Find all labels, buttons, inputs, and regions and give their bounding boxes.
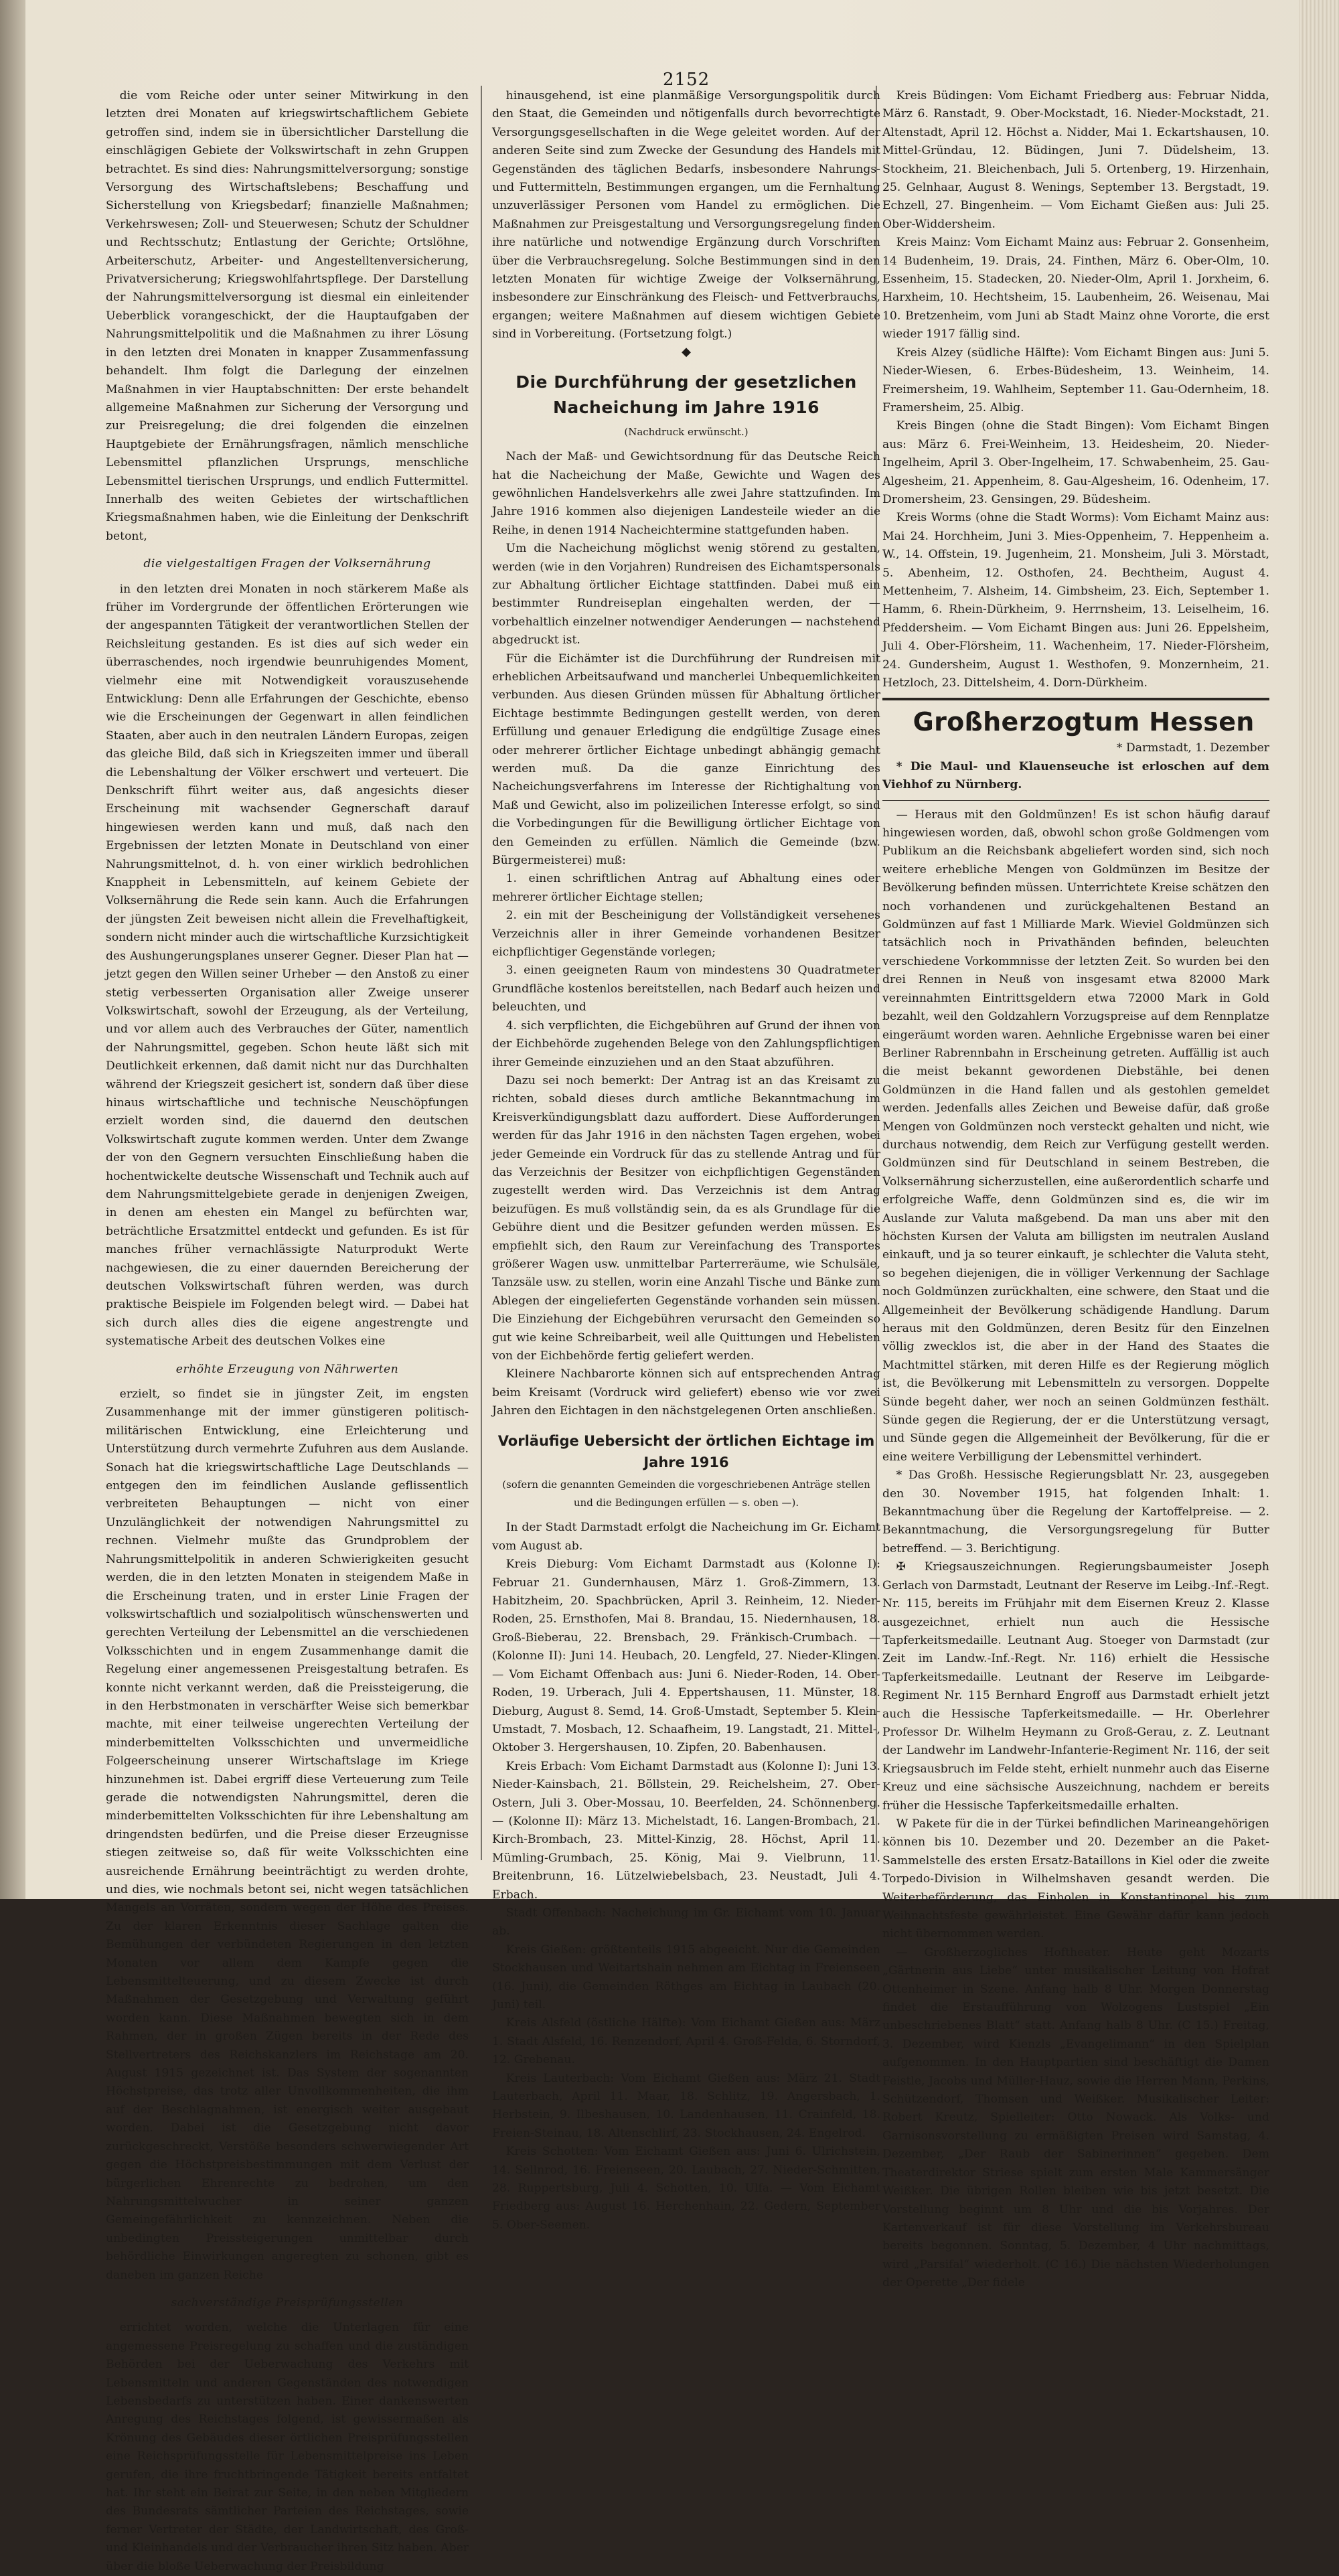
page-number: 2152: [663, 70, 710, 90]
column-2: [492, 87, 880, 2232]
news-item: ✠ Kriegsauszeichnungen. Regierungsbaumeister Joseph Gerlach von Darmstadt, Leutnant der Reserve im Leibg.-Inf.-Regt. Nr. 115, bereits im Frühjahr mit dem Eisernen Kreuz 2. Klasse ausgezeichnet, erhielt nun auch die Hessische Tapferkeitsmedaille. Leutnant Aug. Stoeger von Darmstadt (zur Zeit im Landw.-Inf.-Regt. Nr. 116) erhielt die Hessische Tapferkeitsmedaille. Leutnant der Reserve im Leibgarde-Regiment Nr. 115 Bernhard Engroff aus Darmstadt erhielt jetzt auch die Hessische Tapferkeitsmedaille. — Hr. Oberlehrer Professor Dr. Wilhelm Heymann zu Groß-Gerau, z. Z. Leutnant der Landwehr im Landwehr-Infanterie-Regiment Nr. 116, der seit Kriegsausbruch im Felde steht, erhielt nunmehr auch das Eiserne Kreuz und eine sächsische Auszeichnung, nachdem er bereits früher die Hessische Tapferkeitsmedaille erhalten.: [882, 1560, 1269, 1813]
list-item: 4. sich verpflichten, die Eichgebühren auf Grund der ihnen von der Eichbehörde zugehenden Belege von den Zahlungspflichtigen ihrer Gemeinde einzuziehen und an den Staat abzuführen.: [492, 1018, 880, 1069]
subheading: die vielgestaltigen Fragen der Volksernährung: [143, 557, 431, 571]
section-ornament: ◆: [682, 344, 691, 359]
section-rule: [882, 698, 1269, 700]
article-paragraph: in den letzten drei Monaten in noch stärkerem Maße als früher im Vordergrunde der öffentlichen Erörterungen wie der angespannten Tätigkeit der verantwortlichen Stellen der Reichsleitung gestanden. Es ist dies auf sich weder ein überraschendes, noch irgendwie beunruhigendes Moment, vielmehr eine mit Notwendigkeit vorauszusehende Entwicklung: Denn alle Erfahrungen der Geschichte, ebenso wie die Erscheinungen der Gegenwart in allen feindlichen Staaten, aber auch in den neutralen Ländern Europas, zeigen das gleiche Bild, daß sich in Kriegszeiten immer und überall die Lebenshaltung der Völker erschwert und verteuert. Die Denkschrift führt weiter aus, daß angesichts dieser Erscheinung mit wachsender Gegnerschaft darauf hingewiesen werden kann und muß, daß nach den Ergebnissen der letzten Monate in Deutschland von einer Nahrungsmittelnot, d. h. von einer wirklich bedrohlichen Knappheit in Lebensmitteln, auf keinem Gebiete der Volksernährung die Rede sein kann. Auch die Erfahrungen der jüngsten Zeit beweisen nicht allein die Frevelhaftigkeit, sondern nicht minder auch die wirtschaftliche Kurzsichtigkeit des Aushungerungsplanes unserer Gegner. Dieser Plan hat — jetzt gegen den Willen seiner Urheber — den Anstoß zu einer stetig verbesserten Organisation aller Zweige unserer Volkswirtschaft, sowohl der Erzeugung, als der Verteilung, und vor allem auch des Verbrauches der Güter, namentlich der Nahrungsmittel, gegeben. Schon heute läßt sich mit Deutlichkeit erkennen, daß damit nicht nur das Durchhalten während der Kriegszeit gesichert ist, sondern daß über diese hinaus wirtschaftliche und technische Neuschöpfungen erzielt worden sind, die dauernd den deutschen Volkswirtschaft zugute kommen werden. Unter dem Zwange der von den Gegnern versuchten Einschließung haben die hochentwickelte deutsche Wissenschaft und Technik auch auf dem Nahrungsmittelgebiete gerade in denjenigen Zweigen, in denen am ehesten ein Mangel zu befürchten war, beträchtliche Ersatzmittel entdeckt und gefunden. Es ist für manches früher vernachlässigte Naturprodukt Werte nachgewiesen, die zu einer dauernden Bereicherung der deutschen Volkswirtschaft führen werden, was durch praktische Beispiele im Folgenden belegt wird. — Dabei hat sich durch alles dies die eigene angestrengte und systematische Arbeit des deutschen Volkes eine: [106, 582, 469, 1349]
article-paragraph: Dazu sei noch bemerkt: Der Antrag ist an das Kreisamt zu richten, sobald dieses durch amtliche Bekanntmachung im Kreisverkündigungsblatt dazu auffordert. Diese Aufforderungen werden für das Jahr 1916 in den nächsten Tagen ergehen, wobei jeder Gemeinde ein Vordruck für das zu stellende Antrag und für das Verzeichnis der Besitzer von eichpflichtigen Gegenständen zugestellt werden wird. Das Verzeichnis ist dem Antrag beizufügen. Es muß vollständig sein, da es als Grundlage für die Gebühre dient und die Besitzer gefunden werden müssen. Es empfiehlt sich, den Raum zur Vereinfachung des Transportes größerer Wagen usw. unmittelbar Parterreräume, wie Schulsäle, Tanzsäle usw. zu stellen, worin eine Anzahl Tische und Bänke zum Ablegen der eingelieferten Gegenstände vorhanden sein müssen. Die Einziehung der Eichgebühren verursacht den Gemeinden so gut wie keine Schreibarbeit, weil alle Quittungen und Hebelisten von der Eichbehörde fertig geliefert werden.: [492, 1073, 880, 1363]
column-3: [882, 87, 1269, 2290]
article-paragraph: Kreis Bingen (ohne die Stadt Bingen): Vom Eichamt Bingen aus: März 6. Frei-Weinheim, 13. Heidesheim, 20. Nieder-Ingelheim, April 3. Ober-Ingelheim, 17. Schwabenheim, 25. Gau-Algesheim, 21. Appenheim, 8. Gau-Algesheim, 16. Odenheim, 17. Dromersheim, 23. Gensingen, 29. Büdesheim.: [882, 419, 1269, 506]
news-item: * Das Großh. Hessische Regierungsblatt Nr. 23, ausgegeben den 30. November 1915, hat folgenden Inhalt: 1. Bekanntmachung über die Regelung der Kartoffelpreise. — 2. Bekanntmachung, die Versorgungsregelung für Butter betreffend. — 3. Berichtigung.: [882, 1468, 1269, 1556]
article-paragraph: Für die Eichämter ist die Durchführung der Rundreisen mit erheblichen Arbeitsaufwand und mancherlei Unbequemlichkeiten verbunden. Aus diesen Gründen müssen für Abhaltung örtlicher Eichtage bestimmte Bedingungen gestellt werden, von deren Erfüllung und genauer Erledigung die endgültige Zusage eines oder mehrerer örtlicher Eichtage unbedingt abhängig gemacht werden muß. Da die ganze Einrichtung des Nacheichungsverfahrens im Interesse der Richtighaltung von Maß und Gewicht, also im polizeilichen Interesse erfolgt, so sind die Vorbedingungen für die Bewilligung örtlicher Eichtage von den Gemeinden zu erfüllen. Nämlich die Gemeinde (bzw. Bürgermeisterei) muß:: [492, 652, 880, 868]
article-paragraph: Kreis Büdingen: Vom Eichamt Friedberg aus: Februar Nidda, März 6. Ranstadt, 9. Ober-Mockstadt, 16. Nieder-Mockstadt, 21. Altenstadt, April 12. Höchst a. Nidder, Mai 1. Eckartshausen, 10. Mittel-Gründau, 12. Büdingen, Juni 7. Düdelsheim, 13. Stockheim, 21. Bleichenbach, Juli 5. Ortenberg, 19. Hirzenhain, 25. Gelnhaar, August 8. Wenings, September 13. Bergstadt, 19. Echzell, 27. Bingenheim. — Vom Eichamt Gießen aus: Juli 25. Ober-Widdersheim.: [882, 89, 1269, 231]
article-paragraph: Um die Nacheichung möglichst wenig störend zu gestalten, werden (wie in den Vorjahren) Rundreisen des Eichamtspersonals zur Abhaltung örtlicher Eichtage stattfinden. Dabei muß ein bestimmter Rundreiseplan eingehalten werden, der — vorbehaltlich einzelner notwendiger Aenderungen — nachstehend abgedruckt ist.: [492, 542, 880, 648]
heading-note: (sofern die genannten Gemeinden die vorgeschriebenen Anträge stellen und die Bedingungen erfüllen — s. oben —).: [502, 1478, 870, 1509]
article-paragraph: Kreis Dieburg: Vom Eichamt Darmstadt aus (Kolonne I): Februar 21. Gundernhausen, März 1. Groß-Zimmern, 13. Habitzheim, 20. Spachbrücken, April 3. Reinheim, 12. Nieder-Roden, 25. Ernsthofen, Mai 8. Brandau, 15. Niedernhausen, 18. Groß-Bieberau, 22. Brensbach, 29. Fränkisch-Crumbach. — (Kolonne II): Juni 14. Heubach, 20. Lengfeld, 27. Nieder-Klingen. — Vom Eichamt Offenbach aus: Juni 6. Nieder-Roden, 14. Ober-Roden, 19. Urberach, Juli 4. Eppertshausen, 11. Münster, 18. Dieburg, August 8. Semd, 14. Groß-Umstadt, September 5. Klein-Umstadt, 7. Mosbach, 12. Schaafheim, 19. Langstadt, 21. Mittel-, Oktober 3. Hergershausen, 10. Zipfen, 20. Babenhausen.: [492, 1558, 880, 1755]
article-paragraph: Kreis Worms (ohne die Stadt Worms): Vom Eichamt Mainz aus: Mai 24. Horchheim, Juni 3. Mies-Oppenheim, 7. Heppenheim a. W., 14. Offstein, 19. Jugenheim, 21. Monsheim, Juli 3. Mörstadt, 5. Abenheim, 12. Osthofen, 24. Bechtheim, August 4. Mettenheim, 7. Alsheim, 14. Gimbsheim, 23. Eich, September 1. Hamm, 6. Rhein-Dürkheim, 9. Herrnsheim, 13. Leiselheim, 16. Pfeddersheim. — Vom Eichamt Bingen aus: Juni 26. Eppelsheim, Juli 4. Ober-Flörsheim, 11. Wachenheim, 17. Nieder-Flörsheim, 24. Gundersheim, August 1. Westhofen, 9. Monzernheim, 21. Hetzloch, 23. Dittelsheim, 4. Dorn-Dürkheim.: [882, 511, 1269, 690]
news-item: * Die Maul- und Klauenseuche ist erloschen auf dem Viehhof zu Nürnberg.: [882, 759, 1269, 792]
divider: [882, 800, 1269, 801]
article-heading: Die Durchführung der gesetzlichen Nacheichung im Jahre 1916: [516, 372, 857, 417]
article-paragraph: Kreis Lauterbach: Vom Eichamt Gießen aus: März 21. Stadt Lauterbach, April 11. Maar, 18. Schlitz, 19. Angersbach, 1. Herbstein, 9. Ilbeshausen, 10. Landenhausen, 11. Crainfeld, 18. Freien-Steinau, 18. Altenschlirf, 23. Stockhausen, 24. Engelrod.: [492, 2071, 880, 2140]
article-paragraph: errichtet worden, welche die Unterlagen für eine angemessene Preisregelung zu schaffen und die zuständigen Behörden bei der Ueberwachung des Verkehrs mit Lebensmitteln und anderen Gegenständen des notwendigen Lebensbedarfs zu unterstützen haben. Einer dankenswerten Anregung des Reichstages folgend, ist gewissermaßen als Krönung des Gebäudes dieser örtlichen Preisprüfungsstellen eine Reichsprüfungsstelle für Lebensmittelpreise ins Leben gerufen, die ihre fruchtbringende Tätigkeit bereits entfaltet hat. Ihr steht ein Beirat zur Seite, in den neben Mitgliedern des Bundesrats sämtlicher Parteien des Reichstages, sowie ferner Vertreter der Städte, der Landwirtschaft, des Groß- und Kleinhandels und der Verbraucher ihren Sitz haben. Aber über die bloße Ueberwachung der Preisbildung: [106, 2321, 469, 2573]
article-paragraph: Kleinere Nachbarorte können sich auf entsprechenden Antrag beim Kreisamt (Vordruck wird geliefert) ebenso wie vor zwei Jahren den Eichtagen in den nächstgelegenen Orten anschließen.: [492, 1367, 880, 1418]
section-title: Großherzogtum Hessen: [913, 707, 1255, 737]
article-paragraph: erzielt, so findet sie in jüngster Zeit, im engsten Zusammenhange mit der immer günstigeren politisch-militärischen Entwicklung, eine Erleichterung und Unterstützung durch vermehrte Zufuhren aus dem Auslande. Sonach hat die kriegswirtschaftliche Lage Deutschlands — entgegen den im feindlichen Auslande geflissentlich verbreiteten Behauptungen — nicht von einer Unzulänglichkeit der notwendigen Nahrungsmittel zu rechnen. Vielmehr mußte das Grundproblem der Nahrungsmittelpolitik in anderen Schwierigkeiten gesucht werden, die in den letzten Monaten in steigendem Maße in die Erscheinung traten, und in erster Linie Fragen der volkswirtschaftlich und sozialpolitisch wünschenswerten und gerechten Verteilung der Lebensmittel an die verschiedenen Volksschichten und in engem Zusammenhange damit die Regelung einer angemessenen Preisgestaltung betrafen. Es konnte nicht verkannt werden, daß die Preissteigerung, die in den Herbstmonaten in verschärfter Weise sich bemerkbar machte, mit einer teilweise ungerechten Verteilung der minderbemittelten Volksschichten und unvermeidliche Folgeerscheinung unserer Wirtschaftslage im Kriege hinzunehmen ist. Dabei ergriff diese Verteuerung zum Teile gerade die notwendigsten Nahrungsmittel, deren die minderbemittelten Volksschichten für ihre Lebenshaltung am dringendsten bedürfen, und die Preise dieser Erzeugnisse stiegen zeitweise so, daß für weite Volksschichten eine ausreichende Ernährung beeinträchtigt zu werden drohte, und dies, wie nochmals betont sei, nicht wegen tatsächlichen Mangels an Vorräten, sondern wegen der Höhe des Preises. Zu der klaren Erkenntnis dieser Sachlage galten die Bemühungen der verbündeten Regierungen in den letzten Monaten vor allem dem Kampfe gegen die Lebensmittelteuerung, und zu diesem Zwecke ist durch Maßnahmen der Gesetzgebung und Verwaltung geführt worden kann. Diese Maßnahmen bewegten sich in dem Rahmen, der in großen Zügen bereits in der Rede des Stellvertreters des Reichskanzlers im Reichstage am 20. August 1915 gezeichnet ist. Das System der sogenannten Höchstpreise, das trotz aller Unvollkommenheiten, die ihm auf der Beschlagnahmen, ist energisch weiter ausgebaut worden. Dabei ist die Gesetzgebung nicht davor zurückgeschreckt, Verstöße besonders schwerwiegender Art gegen die Höchstpreisbestimmungen mit dem Verlust der bürgerlichen Ehrenrechte zu bedrohen, um den Nahrungsmittelwucher in seiner ganzen Gemeingefährlichkeit zu kennzeichnen. Neben die unbedingten Preissteigerungen unmittelbar durch behördliche Einwirkungen angeregten zu schonen, gibt es daneben im ganzen Reiche: [106, 1387, 469, 2282]
column-rule: [481, 86, 482, 1860]
article-paragraph: die vom Reiche oder unter seiner Mitwirkung in den letzten drei Monaten auf kriegswirtschaftlichem Gebiete getroffen sind, indem sie in übersichtlicher Darstellung die einschlägigen Gebiete der Volkswirtschaft in zehn Gruppen betrachtet. Es sind dies: Nahrungsmittelversorgung; sonstige Versorgung des Wirtschaftslebens; Beschaffung und Sicherstellung von Kriegsbedarf; finanzielle Maßnahmen; Verkehrswesen; Zoll- und Steuerwesen; Schutz der Schuldner und Rechtsschutz; Entlastung der Gerichte; Ortslöhne, Arbeiterschutz, Arbeiter- und Angestelltenversicherung, Privatversicherung; Kriegswohlfahrtspflege. Der Darstellung der Nahrungsmittelversorgung ist diesmal ein einleitender Ueberblick vorangeschickt, der die Hauptaufgaben der Nahrungsmittelpolitik und die Maßnahmen zu ihrer Lösung in den letzten drei Monaten in knapper Zusammenfassung behandelt. Ihm folgt die Darlegung der einzelnen Maßnahmen in vier Hauptabschnitten: Der erste behandelt allgemeine Maßnahmen zur Sicherung der Versorgung und zur Preisregelung; die drei folgenden die einzelnen Hauptgebiete der Ernährungsfragen, nämlich menschliche Lebensmittel pflanzlichen Ursprungs, menschliche Lebensmittel tierischen Ursprungs, und endlich Futtermittel. Innerhalb des weiten Gebietes der wirtschaftlichen Kriegsmaßnahmen haben, wie die Einleitung der Denkschrift betont,: [106, 89, 469, 543]
list-item: 3. einen geeigneten Raum von mindestens 30 Quadratmeter Grundfläche kostenlos bereitstellen, nach Bedarf auch heizen und beleuchten, und: [492, 964, 880, 1014]
news-item: W Pakete für die in der Türkei befindlichen Marineangehörigen können bis 10. Dezember und 20. Dezember an die Paket-Sammelstelle des ersten Ersatz-Bataillons in Kiel oder die zweite Torpedo-Division in Wilhelmshaven gesandt werden. Die Weiterbeförderung, das Einholen in Konstantinopel bis zum Weihnachtsfeste gewährleistet. Eine Gewähr dafür kann jedoch nicht übernommen werden.: [882, 1817, 1269, 1941]
article-paragraph: In der Stadt Darmstadt erfolgt die Nacheichung im Gr. Eichamt vom August ab.: [492, 1521, 880, 1553]
list-item: 2. ein mit der Bescheinigung der Vollständigkeit versehenes Verzeichnis aller in ihrer Gemeinde vorhandenen Besitzer eichpflichtiger Gegenstände vorlegen;: [492, 909, 880, 960]
article-heading: Vorläufige Uebersicht der örtlichen Eichtage im Jahre 1916: [497, 1432, 875, 1470]
article-paragraph: Kreis Alsfeld (östliche Hälfte): Vom Eichamt Gießen aus: März 1. Stadt Alsfeld, 16. Renzendorf, April 4. Groß-Felda, 6. Storndorf, 12. Grebenau.: [492, 2016, 880, 2067]
page-edge: [1299, 0, 1339, 1899]
article-paragraph: Kreis Gießen: größtenteils 1915 abgeeicht. Nur die Gemeinden Stockhausen und Weitartshain nehmen am Eichtag in Freienseen (16. Juni), die Gemeinden Röthges am Eichtag in Laubach (20. Juni) teil.: [492, 1943, 880, 2012]
list-item: 1. einen schriftlichen Antrag auf Abhaltung eines oder mehrerer örtlicher Eichtage stellen;: [492, 872, 880, 904]
article-paragraph: Stadt Offenbach: Nacheichung im Gr. Eichamt vom 10. Januar ab.: [492, 1906, 880, 1939]
article-paragraph: Kreis Alzey (südliche Hälfte): Vom Eichamt Bingen aus: Juni 5. Nieder-Wiesen, 6. Erbes-Büdesheim, 13. Weinheim, 14. Freimersheim, 19. Wahlheim, September 11. Gau-Odernheim, 18. Framersheim, 25. Albig.: [882, 346, 1269, 414]
subheading: erhöhte Erzeugung von Nährwerten: [175, 1362, 399, 1376]
book-binding: [0, 0, 25, 1899]
article-paragraph: Nach der Maß- und Gewichtsordnung für das Deutsche Reich hat die Nacheichung der Maße, Gewichte und Wagen des gewöhnlichen Handelsverkehrs alle zwei Jahre stattzufinden. Im Jahre 1916 kommen also diejenigen Landesteile wieder an die Reihe, in denen 1914 Nacheichtermine stattgefunden haben.: [492, 450, 880, 537]
article-paragraph: Kreis Mainz: Vom Eichamt Mainz aus: Februar 2. Gonsenheim, 14 Budenheim, 19. Drais, 24. Finthen, März 6. Ober-Olm, 10. Essenheim, 15. Stadecken, 20. Nieder-Olm, April 1. Jorxheim, 6. Harxheim, 10. Hechtsheim, 15. Laubenheim, 26. Weisenau, Mai 10. Bretzenheim, vom Juni ab Stadt Mainz ohne Vororte, die erst wieder 1917 fällig sind.: [882, 236, 1269, 342]
dateline: * Darmstadt, 1. Dezember: [1116, 741, 1269, 755]
news-item: — Heraus mit den Goldmünzen! Es ist schon häufig darauf hingewiesen worden, daß, obwohl schon große Goldmengen vom Publikum an die Reichsbank abgeliefert worden sind, sich noch weitere erhebliche Mengen von Goldmünzen im Besitze der Bevölkerung befinden müssen. Unterrichtete Kreise schätzen den noch vorhandenen und zurückgehaltenen Bestand an Goldmünzen auf fast 1 Milliarde Mark. Wieviel Goldmünzen sich tatsächlich noch in Privathänden befinden, beleuchten verschiedene Vorkommnisse der letzten Zeit. So wurden bei den drei Rennen in Neuß von insgesamt etwa 82000 Mark vereinnahmten Eintrittsgeldern etwa 72000 Mark in Gold bezahlt, weil den Goldzahlern Vorzugspreise auf dem Rennplatze eingeräumt worden waren. Aehnliche Ergebnisse waren bei einer Berliner Rabrennbahn in Erscheinung getreten. Auffällig ist auch die meist bekannt gewordenen Diebstähle, bei denen Goldmünzen in die Hand fallen und als gestohlen gemeldet werden. Jedenfalls alles Zeichen und Beweise dafür, daß große Mengen von Goldmünzen noch versteckt gehalten und nicht, wie durchaus notwendig, dem Reich zur Verfügung gestellt werden. Goldmünzen sind für Deutschland in seinem Bestreben, die Volksernährung sicherzustellen, eine außerordentlich scharfe und erfolgreiche Waffe, denn Goldmünzen sind es, die wir im Auslande zur Valuta maßgebend. Da man uns aber mit den höchsten Kursen der Valuta am billigsten im neutralen Ausland einkauft, und ja so teurer einkauft, je schlechter die Valuta steht, so begehen diejenigen, die in völliger Verkennung der Sachlage noch Goldmünzen zurückhalten, eine schwere, den Staat und die Allgemeinheit der Bevölkerung schädigende Handlung. Darum heraus mit den Goldmünzen, deren Besitz für den Einzelnen völlig zwecklos ist, die aber in der Hand des Staates die Machtmittel stärken, mit deren Hilfe es der Regierung möglich ist, die Bevölkerung mit Lebensmitteln zu versorgen. Doppelte Sünde begeht daher, wer noch an seinen Goldmünzen festhält. Sünde gegen die Regierung, der er die Unterstützung versagt, und Sünde gegen die Allgemeinheit der Bevölkerung, für die er eine weitere Verbilligung der Lebensmittel verhindert.: [882, 808, 1269, 1464]
article-paragraph: Kreis Erbach: Vom Eichamt Darmstadt aus (Kolonne I): Juni 13. Nieder-Kainsbach, 21. Böllstein, 29. Reichelsheim, 27. Ober-Ostern, Juli 3. Ober-Mossau, 10. Beerfelden, 24. Schönnenberg. — (Kolonne II): März 13. Michelstadt, 16. Langen-Brombach, 21. Kirch-Brombach, 23. Mittel-Kinzig, 28. Höchst, April 11. Mümling-Grumbach, 25. König, Mai 9. Vielbrunn, 11. Breitenbrunn, 16. Lützelwiebelsbach, 23. Neustadt, Juli 4. Erbach.: [492, 1759, 880, 1902]
news-item: — Großherzogliches Hoftheater. Heute geht Mozarts „Gärtnerin aus Liebe“ unter musikalischer Leitung von Hofrat Ottenheimer in Szene. Anfang halb 8 Uhr. Morgen Donnerstag findet die Erstaufführung von Wolzogens Lustspiel „Ein unbeschriebenes Blatt“ statt. Anfang halb 8 Uhr. (C 15.) Freitag, 3. Dezember, wird Kienzls „Evangelimann“ in den Spielplan aufgenommen. In den Hauptpartien sind beschäftigt die Damen Feistle, Jacobs und Müller-Hauz, sowie die Herren Mann, Perkins, Schützendorf, Thomsen und Weißker. Musikalischer Leiter: Robert Kreutz, Spielleiter: Otto Nowack. Als Volks- und Garnisonsvorstellung zu ermäßigten Preisen wird Samstag, 4. Dezember, „Der Raub der Sabinerinnen“ gegeben. Dem Theaterdirektor Striese spielt zum ersten Male Kammersänger Weißker. Die übrigen Rollen bleiben wie bis jetzt besetzt. Die Vorstellung beginnt um 8 Uhr und die bis Vorjahres. Der Kartenverkauf ist für diese Vorstellung im Verkehrsbureau bereits begonnen. Sonntag, 5. Dezember, 4 Uhr nachmittags, wird „Parsifal“ wiederholt. (C 16.) Die nächsten Wiederholungen der Operette „Der fidele: [882, 1945, 1269, 2290]
article-paragraph: hinausgehend, ist eine planmäßige Versorgungspolitik durch den Staat, die Gemeinden und nötigenfalls durch bevorrechtigte Versorgungsgesellschaften in die Wege geleitet worden. Auf der anderen Seite sind zum Zwecke der Gesundung des Handels mit Gegenständen des täglichen Bedarfs, insbesondere Nahrungs- und Futtermitteln, Bestimmungen ergangen, um die Fernhaltung unzuverlässiger Personen vom Handel zu ermöglichen. Die Maßnahmen zur Preisgestaltung und Versorgungsregelung finden ihre natürliche und notwendige Ergänzung durch Vorschriften über die Verbrauchsregelung. Solche Bestimmungen sind in den letzten Monaten für wichtige Zweige der Volksernährung, insbesondere zur Einschränkung des Fleisch- und Fettverbrauchs, ergangen; weitere Maßnahmen auf diesem wichtigen Gebiete sind in Vorbereitung. (Fortsetzung folgt.): [492, 89, 880, 342]
article-paragraph: Kreis Schotten: Vom Eichamt Gießen aus: Juni 6. Ulrichstein, 14. Sellnrod, 16. Freienseen, 20. Laubach, 27. Nieder-Schmitten, 28. Ruppertsburg, Juli 4. Schotten, 10. Ulfa. — Vom Eichamt Friedberg aus: August 16. Herchenhain, 22. Gedern, September 5. Ober-Seemen.: [492, 2145, 880, 2232]
reprint-note: (Nachdruck erwünscht.): [624, 425, 749, 438]
subheading: sachverständige Preisprüfungsstellen: [171, 2295, 404, 2309]
column-1: [106, 87, 469, 2573]
